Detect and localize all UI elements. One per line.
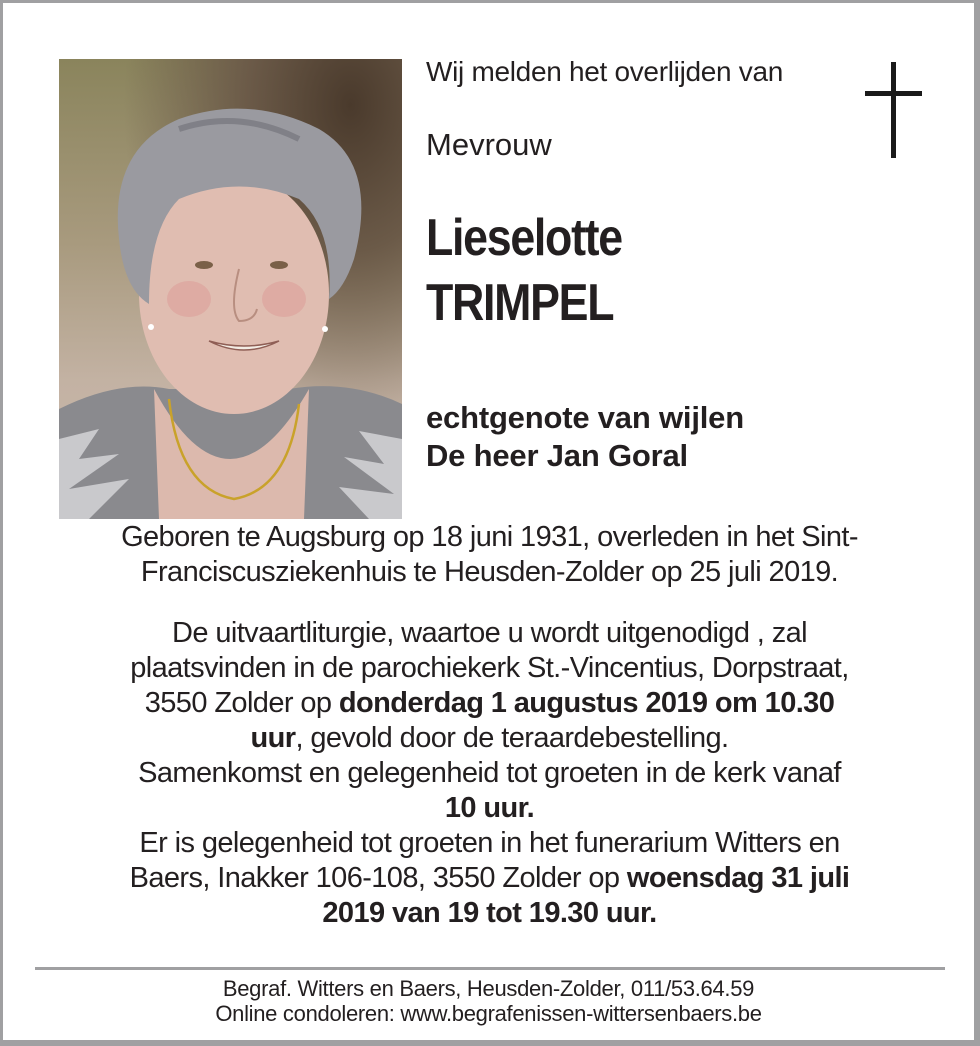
funeral-time-unit: uur (250, 722, 296, 754)
portrait-illustration (59, 59, 402, 519)
spouse-relation: echtgenote van wijlen (426, 400, 744, 435)
honorific: Mevrouw (426, 127, 552, 162)
birth-death-info (43, 520, 936, 590)
funeral-line-1: De uitvaartliturgie, waartoe u wordt uitgenodigd , zal (172, 617, 807, 649)
online-condolence-link[interactable]: Online condoleren: www.begrafenissen-wittersenbaers.be (215, 1001, 762, 1026)
footer (3, 976, 974, 1026)
funeral-line-2: plaatsvinden in de parochiekerk St.-Vincentius, Dorpstraat, (130, 652, 849, 684)
cross-icon (865, 62, 922, 158)
funeral-line-5: Samenkomst en gelegenheid tot groeten in de kerk vanaf (138, 757, 841, 789)
funerarium-address: Baers, Inakker 106-108, 3550 Zolder op (129, 862, 627, 894)
visitation-date: woensdag 31 juli (626, 862, 850, 894)
deceased-name (426, 206, 622, 336)
funeral-burial-text: , gevold door de teraardebestelling. (295, 722, 729, 754)
spouse-name: De heer Jan Goral (426, 438, 688, 473)
funeral-info (43, 616, 936, 931)
born-line-1: Geboren te Augsburg op 18 juni 1931, overleden in het Sint- (121, 521, 858, 553)
church-greeting-time: 10 uur. (444, 792, 535, 824)
funeral-line-4 (43, 721, 936, 756)
funeral-line-8 (43, 861, 936, 896)
funeral-location-text: 3550 Zolder op (144, 687, 339, 719)
last-name: TRIMPEL (426, 274, 614, 332)
funeral-home-contact: Begraf. Witters en Baers, Heusden-Zolder, 011/53.64.59 (222, 976, 755, 1001)
funeral-line-7: Er is gelegenheid tot groeten in het funerarium Witters en (139, 827, 840, 859)
visitation-time: 2019 van 19 tot 19.30 uur. (322, 897, 657, 929)
footer-divider (35, 967, 945, 970)
intro-text: Wij melden het overlijden van (426, 56, 784, 87)
funeral-datetime: donderdag 1 augustus 2019 om 10.30 (338, 687, 835, 719)
first-name: Lieselotte (426, 209, 622, 267)
obituary-card (3, 3, 974, 1040)
funeral-line-3 (43, 686, 936, 721)
spouse-info (426, 399, 744, 475)
born-line-2: Franciscusziekenhuis te Heusden-Zolder op 25 juli 2019. (140, 556, 839, 588)
portrait-photo (59, 59, 402, 519)
